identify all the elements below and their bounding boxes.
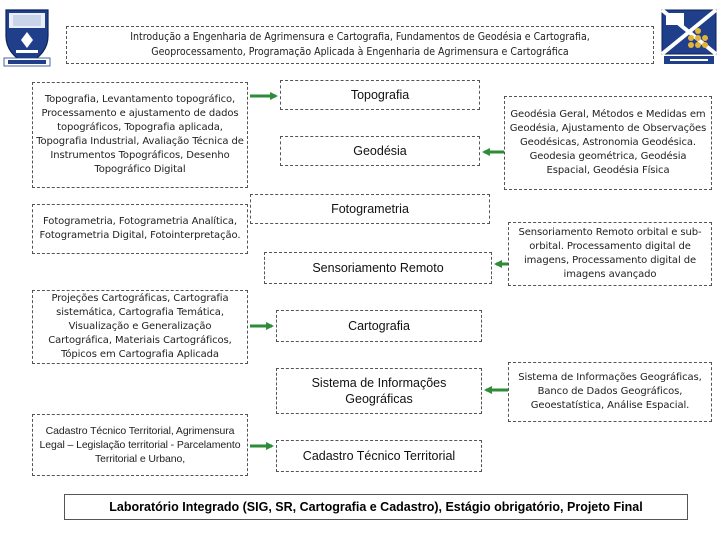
right-box-sensoriamento: Sensoriamento Remoto orbital e sub-orbital. Processamento digital de imagens, Processamento digital de imagens avançado [508, 222, 712, 286]
right-box-sig: Sistema de Informações Geográficas, Banco de Dados Geográficos, Geoestatística, Análise Espacial. [508, 362, 712, 422]
left-box-cartografia: Projeções Cartográficas, Cartografia sistemática, Cartografia Temática, Visualização e Generalização Cartográfica, Materiais Cartográficos, Tópicos em Cartografia Aplicada [32, 290, 248, 364]
center-box-sensoriamento: Sensoriamento Remoto [264, 252, 492, 284]
header-line-1: Introdução a Engenharia de Agrimensura e Cartografia, Fundamentos de Geodésia e Cartografia, [130, 31, 590, 43]
center-box-cadastro: Cadastro Técnico Territorial [276, 440, 482, 472]
right-box-geodesia: Geodésia Geral, Métodos e Medidas em Geodésia, Ajustamento de Observações Geodésicas, Astronomia Geodésica. Geodesia geométrica, Geodésia Espacial, Geodésia Física [504, 96, 712, 190]
left-box-topografia: Topografia, Levantamento topográfico, Processamento e ajustamento de dados topográficos, Topografia aplicada, Topografia Industrial, Avaliação Técnica de Instrumentos Topográficos, Desenho Topográfico Digital [32, 82, 248, 188]
center-box-sig: Sistema de Informações Geográficas [276, 368, 482, 414]
center-box-fotogrametria: Fotogrametria [250, 194, 490, 224]
center-box-topografia: Topografia [280, 80, 480, 110]
center-box-geodesia: Geodésia [280, 136, 480, 166]
header-line-2: Geoprocessamento, Programação Aplicada à Engenharia de Agrimensura e Cartográfica [151, 46, 569, 58]
footer-text: Laboratório Integrado (SIG, SR, Cartografia e Cadastro), Estágio obrigatório, Projeto Final [109, 500, 643, 514]
left-box-cadastro: Cadastro Técnico Territorial, Agrimensura Legal – Legislação territorial - Parcelamento Territorial e Urbano, [32, 414, 248, 476]
left-box-fotogrametria: Fotogrametria, Fotogrametria Analítica, Fotogrametria Digital, Fotointerpretação. [32, 204, 248, 254]
center-box-cartografia: Cartografia [276, 310, 482, 342]
